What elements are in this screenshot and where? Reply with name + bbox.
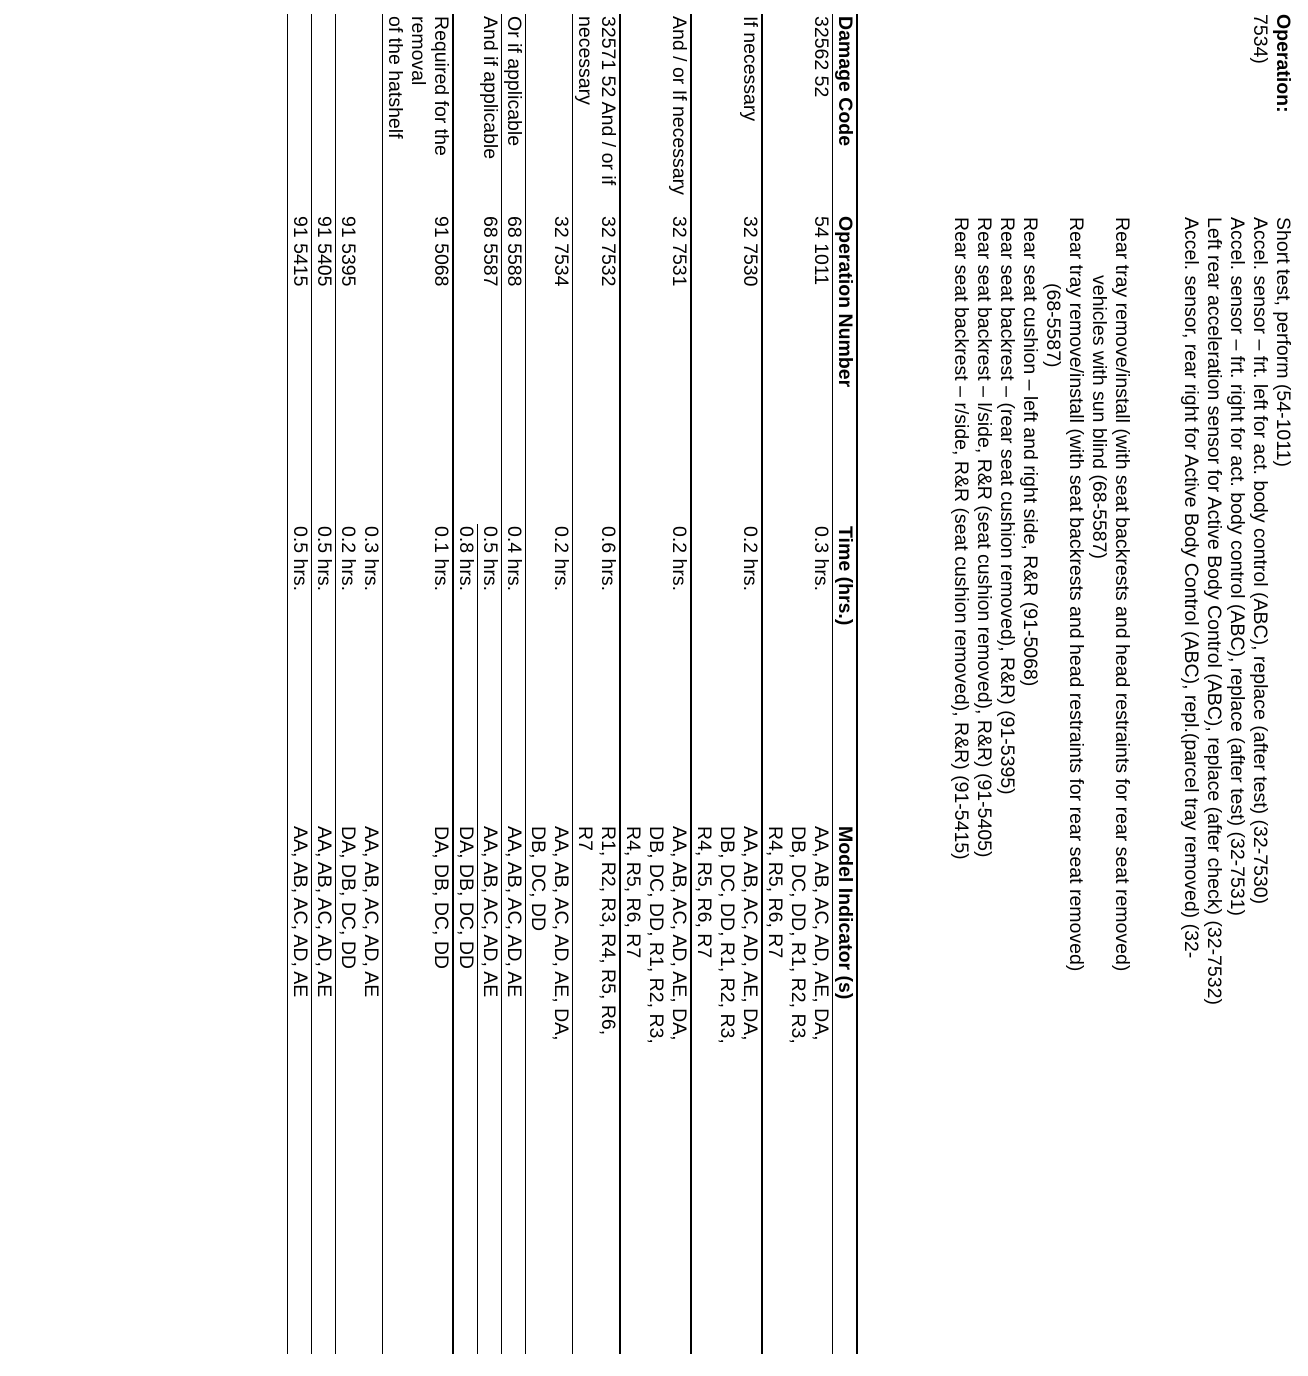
damage-code-cell xyxy=(336,14,360,214)
time-cell: 0.2 hrs. xyxy=(739,526,761,592)
time-cell: 0.2 hrs. xyxy=(550,526,572,592)
operation-number-cell: 32 7531 xyxy=(668,216,690,287)
header-time: Time (hrs.) xyxy=(834,526,856,626)
operation-lines xyxy=(949,217,1294,1352)
table-row xyxy=(573,14,621,1354)
time-cell: 0.2 hrs. xyxy=(337,526,359,592)
time-cell: 0.3 hrs. xyxy=(360,526,382,592)
table-row xyxy=(359,14,383,1354)
operation-line: (68-5587) xyxy=(1042,283,1064,368)
damage-line: of the hatshelf xyxy=(384,16,406,139)
damage-code-cell xyxy=(526,14,573,214)
model-line: AA, AB, AC, AD, AE xyxy=(503,826,525,998)
operation-line: Rear tray remove/install (with seat backrests and head restraints for rear seat removed) xyxy=(1065,217,1087,972)
model-line: R4, R5, R6, R7 xyxy=(693,826,715,959)
model-line: DA, DB, DC, DD xyxy=(337,826,359,970)
operation-number-cell: 32 7530 xyxy=(739,216,761,287)
damage-table xyxy=(287,14,858,1354)
model-indicator-cell xyxy=(288,824,312,1354)
operation-line: Rear seat backrest – (rear seat cushion removed), R&R) (91-5395) xyxy=(996,217,1018,795)
model-line: AA, AB, AC, AD, AE, DA, xyxy=(668,826,690,1041)
damage-code-cell: If necessary xyxy=(739,16,761,122)
model-line: DA, DB, DC, DD xyxy=(455,826,477,970)
model-indicator-cell xyxy=(691,824,762,1354)
damage-line: necessary xyxy=(574,16,596,105)
damage-code-cell xyxy=(383,14,454,214)
model-indicator-cell xyxy=(336,824,360,1354)
header-model-indicator: Model Indicator (s) xyxy=(834,826,856,1000)
model-line: DB, DC, DD, R1, R2, R3, xyxy=(645,826,667,1044)
operation-number-cell: 91 5395 xyxy=(337,216,359,287)
damage-code-cell xyxy=(359,14,383,214)
table-row xyxy=(336,14,360,1354)
header-operation-number: Operation Number xyxy=(834,216,856,388)
operation-line: Rear seat cushion – left and right side, R&R (91-5068) xyxy=(1019,217,1041,687)
model-indicator-cell xyxy=(573,824,621,1354)
table-row xyxy=(620,14,691,1354)
table-row xyxy=(526,14,573,1354)
model-indicator-cell xyxy=(383,824,454,1354)
model-line: DA, DB, DC, DD xyxy=(430,826,452,970)
operation-label: Operation: xyxy=(1272,14,1294,113)
time-cell: 0.1 hrs. xyxy=(430,526,452,592)
model-line: R7 xyxy=(574,826,596,851)
damage-code-cell xyxy=(573,14,621,214)
damage-code-cell: And / or If necessary xyxy=(668,16,690,195)
table-row xyxy=(288,14,312,1354)
operation-number-cell: 91 5405 xyxy=(313,216,335,287)
table-row xyxy=(691,14,762,1354)
operation-line: Rear seat backrest – l/side, R&R (seat cushion removed), R&R) (91-5405) xyxy=(973,217,995,858)
model-indicator-cell xyxy=(762,824,833,1354)
model-line: AA, AB, AC, AD, AE, DA, xyxy=(810,826,832,1041)
model-indicator-cell xyxy=(502,824,526,1354)
operation-number-cell: 32 7534 xyxy=(550,216,572,287)
model-indicator-cell xyxy=(620,824,691,1354)
operation-number-cell: 54 1011 xyxy=(810,216,832,286)
table-row xyxy=(762,14,833,1354)
time-cell: 0.5 hrs. xyxy=(289,526,311,592)
operation-number-cell: 68 5587 xyxy=(479,216,501,287)
model-indicator-cell xyxy=(312,824,336,1354)
operation-number-cell: 68 5588 xyxy=(503,216,525,287)
table-row xyxy=(502,14,526,1354)
time-cell: 0.4 hrs. xyxy=(503,526,525,592)
time-cell: 0.8 hrs. xyxy=(453,524,478,824)
table-row xyxy=(383,14,454,1354)
time-cell: 0.5 hrs. xyxy=(479,526,501,592)
model-indicator-cell xyxy=(526,824,573,1354)
model-indicator-cell xyxy=(478,824,502,1354)
model-line: DB, DC, DD, R1, R2, R3, xyxy=(716,826,738,1044)
damage-code-cell: 32562 52 xyxy=(810,16,832,98)
operation-number-cell xyxy=(359,214,383,524)
operation-line-continuation: 7534) xyxy=(1249,14,1271,64)
time-cell: 0.5 hrs. xyxy=(313,526,335,592)
model-line: AA, AB, AC, AD, AE xyxy=(313,826,335,998)
model-line: DB, DC, DD, R1, R2, R3, xyxy=(787,826,809,1044)
model-line: AA, AB, AC, AD, AE xyxy=(289,826,311,998)
time-cell: 0.2 hrs. xyxy=(668,526,690,592)
model-line: DB, DC, DD xyxy=(527,826,549,932)
table-bottom-border xyxy=(287,14,288,1354)
damage-code-cell: And if applicable xyxy=(479,16,501,160)
operation-line: vehicles with sun blind (68-5587) xyxy=(1088,275,1110,559)
model-line: AA, AB, AC, AD, AE, DA, xyxy=(739,826,761,1041)
damage-line: 32571 52 And / or if xyxy=(597,16,619,186)
table-row xyxy=(312,14,336,1354)
model-line: AA, AB, AC, AD, AE, DA, xyxy=(550,826,572,1041)
model-indicator-cell xyxy=(359,824,383,1354)
damage-code-cell xyxy=(453,14,478,214)
damage-code-cell: Or if applicable xyxy=(503,16,525,147)
operation-number-cell: 91 5415 xyxy=(289,216,311,287)
time-cell: 0.3 hrs. xyxy=(810,526,832,592)
operation-line: Accel. sensor – frt. left for act. body control (ABC), replace (after test) (32-7530) xyxy=(1249,217,1271,905)
damage-code-cell xyxy=(312,14,336,214)
operation-line: Rear seat backrest – r/side, R&R (seat cushion removed), R&R) (91-5415) xyxy=(950,217,972,860)
operation-line: Rear tray remove/install (with seat backrests and head restraints for rear seat removed) xyxy=(1111,217,1133,972)
operation-line: Accel. sensor, rear right for Active Body Control (ABC), repl.(parcel tray removed) (32- xyxy=(1180,217,1202,959)
operation-line: Left rear acceleration sensor for Active Body Control (ABC), replace (after check) (32-7532) xyxy=(1203,217,1225,1005)
header-damage-code: Damage Code xyxy=(834,16,856,147)
operation-number-cell: 32 7532 xyxy=(597,216,619,287)
model-line: AA, AB, AC, AD, AE xyxy=(360,826,382,998)
table-row xyxy=(453,14,478,1354)
damage-line: Required for the removal xyxy=(407,16,452,156)
table-row xyxy=(478,14,502,1354)
damage-code-cell xyxy=(288,14,312,214)
model-indicator-cell xyxy=(453,824,478,1354)
operation-number-cell xyxy=(453,214,478,524)
operation-line: Accel. sensor – frt. right for act. body control (ABC), replace (after test) (32-7531) xyxy=(1226,217,1248,917)
operation-line: Short test, perform (54-1011) xyxy=(1272,217,1294,467)
model-line: R1, R2, R3, R4, R5, R6, xyxy=(597,826,619,1036)
table-header-row xyxy=(833,14,858,1354)
time-cell: 0.6 hrs. xyxy=(597,526,619,592)
model-line: R4, R5, R6, R7 xyxy=(622,826,644,959)
operation-number-cell: 91 5068 xyxy=(430,216,452,287)
model-line: R4, R5, R6, R7 xyxy=(764,826,786,959)
model-line: AA, AB, AC, AD, AE xyxy=(479,826,501,998)
